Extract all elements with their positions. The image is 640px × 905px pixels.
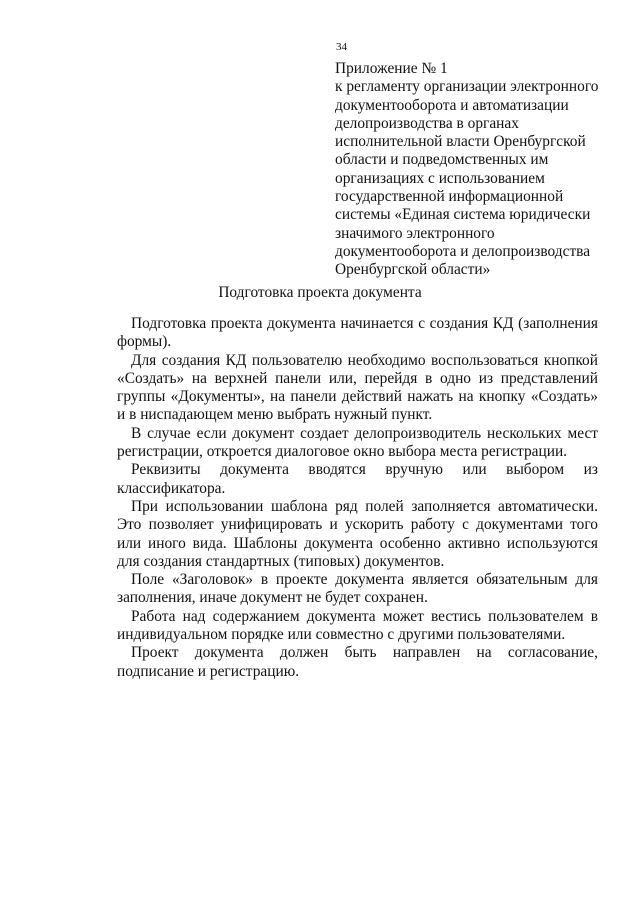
document-body bbox=[117, 315, 598, 681]
document-title: Подготовка проекта документа bbox=[218, 284, 422, 301]
appendix-line: документооборота и делопроизводства bbox=[335, 242, 591, 260]
paragraph: Реквизиты документа вводятся вручную или выбором из классификатора. bbox=[117, 461, 598, 497]
paragraph: Проект документа должен быть направлен на согласование, подписание и регистрацию. bbox=[117, 644, 598, 680]
page-number: 34 bbox=[336, 41, 347, 53]
appendix-line: делопроизводства в органах bbox=[335, 114, 519, 132]
appendix-title: Приложение № 1 bbox=[335, 60, 448, 77]
appendix-line: к регламенту организации электронного bbox=[335, 78, 599, 96]
appendix-line: области и подведомственных им bbox=[335, 151, 549, 169]
paragraph: При использовании шаблона ряд полей заполняется автоматически. Это позволяет унифицировать и ускорить работу с документами того или иного вида. Шаблоны документа особенно активно используются для создания стандартных (типовых) документов. bbox=[117, 497, 598, 570]
paragraph: Поле «Заголовок» в проекте документа является обязательным для заполнения, иначе документ не будет сохранен. bbox=[117, 571, 598, 607]
appendix-line: Оренбургской области» bbox=[335, 261, 491, 279]
paragraph: Работа над содержанием документа может вестись пользователем в индивидуальном порядке или совместно с другими пользователями. bbox=[117, 607, 598, 644]
appendix-line: системы «Единая система юридически bbox=[335, 206, 591, 224]
appendix-line: государственной информационной bbox=[335, 188, 564, 206]
appendix-header bbox=[335, 60, 610, 280]
appendix-line: документооборота и автоматизации bbox=[335, 96, 569, 114]
appendix-line: значимого электронного bbox=[335, 224, 495, 242]
paragraph: В случае если документ создает делопроизводитель нескольких мест регистрации, откроется диалоговое окно выбора места регистрации. bbox=[117, 424, 598, 461]
appendix-line: организациях с использованием bbox=[335, 169, 545, 187]
paragraph: Для создания КД пользователю необходимо воспользоваться кнопкой «Создать» на верхней панели или, перейдя в одно из представлений группы «Документы», на панели действий нажать на кнопку «Создать» и в ниспадающем меню выбрать нужный пункт. bbox=[117, 351, 598, 424]
appendix-line: исполнительной власти Оренбургской bbox=[335, 133, 586, 151]
paragraph: Подготовка проекта документа начинается с создания КД (заполнения формы). bbox=[117, 315, 598, 351]
